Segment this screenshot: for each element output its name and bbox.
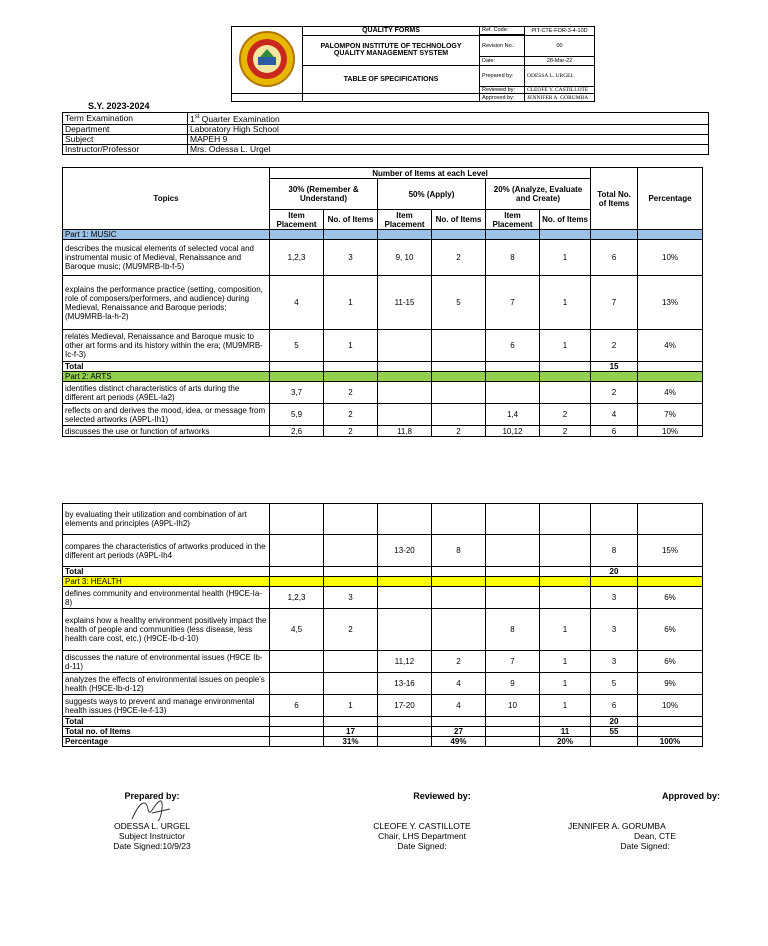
- value-cell: 6: [591, 695, 638, 717]
- school-year: S.Y. 2023-2024: [88, 101, 150, 111]
- part-label: Part 2: ARTS: [63, 372, 270, 382]
- value-cell: 6%: [638, 587, 703, 609]
- value-cell: 2: [324, 609, 378, 651]
- part-cell: [591, 577, 638, 587]
- quality-form-header: [231, 26, 595, 102]
- part-cell: [486, 372, 540, 382]
- value-cell: 4%: [638, 382, 703, 404]
- reviewed-by-sig-name: CLEOFE Y. CASTILLOTE: [373, 821, 471, 831]
- part-row: [63, 577, 703, 587]
- grand-value: 49%: [432, 737, 486, 747]
- table-row: [63, 535, 703, 567]
- value-cell: [432, 504, 486, 535]
- value-cell: [486, 382, 540, 404]
- value-cell: 8: [486, 240, 540, 276]
- tos-table-page2: [62, 503, 703, 747]
- value-cell: 7: [486, 651, 540, 673]
- total-blank: [638, 362, 703, 372]
- value-cell: [378, 609, 432, 651]
- topic-cell: explains the performance practice (setting, composition, role of composers/performers, and audience) during Medieval, Renaissance and Baroque periods; (MU9MRB-Ia-h-2): [63, 276, 270, 330]
- revision-number: 00: [525, 35, 595, 57]
- value-cell: 15%: [638, 535, 703, 567]
- value-cell: 10,12: [486, 426, 540, 437]
- grand-value: [591, 737, 638, 747]
- total-blank: [270, 717, 324, 727]
- grand-total-row: [63, 737, 703, 747]
- info-label: Subject: [63, 134, 188, 144]
- value-cell: 13-20: [378, 535, 432, 567]
- value-cell: [432, 587, 486, 609]
- value-cell: 13-16: [378, 673, 432, 695]
- approved-by-role: Dean, CTE: [633, 831, 677, 841]
- ref-code: PIT-CTE-FOR-3-4-10D: [525, 27, 595, 36]
- total-blank: [378, 717, 432, 727]
- approved-by-name: JENNIFER A. GORUMBA: [525, 94, 595, 102]
- value-cell: 1: [324, 330, 378, 362]
- value-cell: 1: [540, 651, 591, 673]
- value-cell: 1: [540, 609, 591, 651]
- item-placement-header: Item Placement: [486, 210, 540, 230]
- value-cell: 3,7: [270, 382, 324, 404]
- total-blank: [432, 567, 486, 577]
- table-row: [63, 673, 703, 695]
- approved-by-title: Approved by:: [661, 791, 720, 801]
- value-cell: 1,2,3: [270, 240, 324, 276]
- value-cell: 2: [432, 240, 486, 276]
- approved-by-sig-name: JENNIFER A. GORUMBA: [568, 821, 666, 831]
- part-cell: [540, 577, 591, 587]
- grand-value: 31%: [324, 737, 378, 747]
- grand-value: [638, 727, 703, 737]
- value-cell: [324, 535, 378, 567]
- spacer-cell: [232, 94, 303, 102]
- value-cell: 1: [540, 276, 591, 330]
- info-value: [188, 134, 709, 144]
- value-cell: 3: [591, 609, 638, 651]
- value-cell: 5: [270, 330, 324, 362]
- reviewed-by-date: Date Signed:: [397, 841, 447, 851]
- total-blank: [486, 567, 540, 577]
- value-cell: [378, 587, 432, 609]
- value-cell: 3: [591, 651, 638, 673]
- total-value: 20: [591, 717, 638, 727]
- topic-cell: explains how a healthy environment positively impact the health of people and communities (less disease, less health care cost, etc.) (H9CE-Ib-d-10): [63, 609, 270, 651]
- approved-by-date: Date Signed:: [620, 841, 670, 851]
- total-blank: [540, 362, 591, 372]
- info-label: Department: [63, 124, 188, 134]
- institution-line1: PALOMPON INSTITUTE OF TECHNOLOGY: [320, 43, 462, 51]
- table-row: [63, 587, 703, 609]
- value-cell: [486, 535, 540, 567]
- value-cell: 6: [486, 330, 540, 362]
- info-value-text: MAPEH 9: [190, 133, 228, 144]
- topic-cell: suggests ways to prevent and manage environmental health issues (H9CE-Ie-f-13): [63, 695, 270, 717]
- value-cell: 3: [591, 587, 638, 609]
- value-cell: [638, 504, 703, 535]
- value-cell: 4: [432, 673, 486, 695]
- value-cell: 7%: [638, 404, 703, 426]
- part-label: Part 1: MUSIC: [63, 230, 270, 240]
- part-cell: [638, 372, 703, 382]
- table-row: [63, 504, 703, 535]
- grand-value: 11: [540, 727, 591, 737]
- approved-by-label: Approved by:: [480, 94, 525, 102]
- table-row: [63, 404, 703, 426]
- grand-value: [270, 727, 324, 737]
- value-cell: [432, 330, 486, 362]
- total-blank: [378, 362, 432, 372]
- value-cell: 10: [486, 695, 540, 717]
- value-cell: 8: [432, 535, 486, 567]
- info-value: [188, 144, 709, 154]
- prepared-by-name: ODESSA L. URGEL: [525, 65, 595, 86]
- table-row: [63, 609, 703, 651]
- total-blank: [432, 362, 486, 372]
- part-cell: [270, 372, 324, 382]
- total-blank: [638, 567, 703, 577]
- grand-value: [270, 737, 324, 747]
- total-blank: [324, 717, 378, 727]
- prepared-by-title: Prepared by:: [124, 791, 180, 801]
- value-cell: 9: [486, 673, 540, 695]
- document-title: TABLE OF SPECIFICATIONS: [303, 65, 480, 94]
- value-cell: 2: [591, 382, 638, 404]
- exam-info-table: [62, 112, 709, 155]
- grand-value: 27: [432, 727, 486, 737]
- part-cell: [378, 372, 432, 382]
- institution-name: [303, 35, 480, 65]
- part-cell: [432, 577, 486, 587]
- form-title: QUALITY FORMS: [303, 27, 480, 36]
- total-blank: [378, 567, 432, 577]
- grand-value: [486, 727, 540, 737]
- item-placement-header: Item Placement: [378, 210, 432, 230]
- grand-total-row: [63, 727, 703, 737]
- value-cell: [432, 382, 486, 404]
- value-cell: [486, 587, 540, 609]
- grand-value: [378, 727, 432, 737]
- institution-line2: QUALITY MANAGEMENT SYSTEM: [333, 50, 449, 58]
- value-cell: 2: [540, 426, 591, 437]
- value-cell: 10%: [638, 695, 703, 717]
- part-cell: [324, 577, 378, 587]
- prepared-by-sig-name: ODESSA L. URGEL: [113, 821, 191, 831]
- value-cell: [270, 673, 324, 695]
- part-cell: [324, 372, 378, 382]
- value-cell: 7: [591, 276, 638, 330]
- reviewed-by-label: Reviewed by:: [480, 86, 525, 94]
- info-value: [188, 124, 709, 134]
- value-cell: 9%: [638, 673, 703, 695]
- value-cell: 1: [540, 673, 591, 695]
- value-cell: 4%: [638, 330, 703, 362]
- no-items-header: No. of Items: [540, 210, 591, 230]
- value-cell: 2: [540, 404, 591, 426]
- tos-table-page1: [62, 167, 703, 437]
- value-cell: 1: [324, 695, 378, 717]
- info-value-text: 1: [190, 113, 195, 124]
- topic-cell: identifies distinct characteristics of arts during the different art periods (A9EL-Ia2): [63, 382, 270, 404]
- part-cell: [486, 577, 540, 587]
- table-row: [63, 426, 703, 437]
- table-row: [63, 382, 703, 404]
- value-cell: 4: [591, 404, 638, 426]
- date-label: Date:: [480, 57, 525, 65]
- reviewed-by-role: Chair, LHS Department: [378, 831, 466, 841]
- value-cell: 1: [540, 240, 591, 276]
- value-cell: 2: [324, 404, 378, 426]
- value-cell: [486, 504, 540, 535]
- part-label: Part 3: HEALTH: [63, 577, 270, 587]
- value-cell: [270, 651, 324, 673]
- value-cell: 9, 10: [378, 240, 432, 276]
- topics-header: Topics: [63, 168, 270, 230]
- part-row: [63, 230, 703, 240]
- total-blank: [270, 362, 324, 372]
- school-seal-icon: [238, 30, 296, 88]
- info-row: [63, 134, 709, 144]
- value-cell: 5: [432, 276, 486, 330]
- topic-cell: compares the characteristics of artworks produced in the different art periods (A9PL-Ih4: [63, 535, 270, 567]
- ref-code-label: Ref. Code:: [480, 27, 525, 35]
- info-row: [63, 124, 709, 134]
- value-cell: 4: [432, 695, 486, 717]
- value-cell: 6: [591, 240, 638, 276]
- value-cell: 4: [270, 276, 324, 330]
- part-cell: [591, 230, 638, 240]
- value-cell: 6%: [638, 609, 703, 651]
- part-cell: [378, 577, 432, 587]
- part-cell: [270, 577, 324, 587]
- part-cell: [638, 230, 703, 240]
- value-cell: 10%: [638, 426, 703, 437]
- total-blank: [486, 717, 540, 727]
- info-value-sup: st: [194, 114, 200, 120]
- value-cell: 6: [591, 426, 638, 437]
- value-cell: [270, 535, 324, 567]
- value-cell: 2,6: [270, 426, 324, 437]
- percentage-header: Percentage: [638, 168, 703, 230]
- handwritten-signature-icon: [122, 795, 182, 825]
- info-row: [63, 144, 709, 154]
- value-cell: 2: [324, 426, 378, 437]
- part-cell: [540, 372, 591, 382]
- total-blank: [486, 362, 540, 372]
- approved-by-block: [560, 791, 720, 851]
- value-cell: [432, 404, 486, 426]
- value-cell: 11-15: [378, 276, 432, 330]
- value-cell: 2: [432, 426, 486, 437]
- value-cell: [540, 535, 591, 567]
- part-cell: [378, 230, 432, 240]
- info-row: [63, 113, 709, 125]
- no-items-header: No. of Items: [324, 210, 378, 230]
- total-row: [63, 567, 703, 577]
- value-cell: 6: [270, 695, 324, 717]
- no-items-header: No. of Items: [432, 210, 486, 230]
- topic-cell: discusses the use or function of artworks: [63, 426, 270, 437]
- value-cell: 2: [591, 330, 638, 362]
- value-cell: [540, 587, 591, 609]
- info-label: Instructor/Professor: [63, 144, 188, 154]
- value-cell: 8: [591, 535, 638, 567]
- value-cell: [540, 504, 591, 535]
- value-cell: 5: [591, 673, 638, 695]
- spacer-cell: [303, 94, 480, 102]
- value-cell: 11,12: [378, 651, 432, 673]
- part-cell: [270, 230, 324, 240]
- total-row: [63, 717, 703, 727]
- part-cell: [638, 577, 703, 587]
- value-cell: 1: [540, 695, 591, 717]
- topic-cell: by evaluating their utilization and combination of art elements and principles (A9PL-Ih2): [63, 504, 270, 535]
- topic-cell: discusses the nature of environmental issues (H9CE Ib-d-11): [63, 651, 270, 673]
- item-placement-header: Item Placement: [270, 210, 324, 230]
- table-row: [63, 695, 703, 717]
- total-blank: [270, 567, 324, 577]
- grand-label: Percentage: [63, 737, 270, 747]
- part-cell: [486, 230, 540, 240]
- part-row: [63, 372, 703, 382]
- value-cell: [591, 504, 638, 535]
- grand-value: [486, 737, 540, 747]
- value-cell: 8: [486, 609, 540, 651]
- grand-value: [378, 737, 432, 747]
- reviewed-by-block: [352, 791, 492, 851]
- value-cell: [378, 330, 432, 362]
- info-value-text: Quarter Examination: [199, 113, 280, 124]
- reviewed-by-name: CLEOFE Y. CASTILLOTE: [525, 86, 595, 94]
- value-cell: 1: [324, 276, 378, 330]
- value-cell: [324, 673, 378, 695]
- value-cell: 5,9: [270, 404, 324, 426]
- topic-cell: analyzes the effects of environmental issues on people's health (H9CE-Ib-d-12): [63, 673, 270, 695]
- info-label: Term Examination: [63, 113, 188, 125]
- form-date: 28-Mar-22: [525, 57, 595, 65]
- grand-value: 100%: [638, 737, 703, 747]
- total-blank: [324, 567, 378, 577]
- part-cell: [324, 230, 378, 240]
- level-analyze-header: 20% (Analyze, Evaluate and Create): [486, 179, 591, 210]
- prepared-by-block: [92, 791, 212, 851]
- value-cell: 4,5: [270, 609, 324, 651]
- value-cell: 1: [540, 330, 591, 362]
- total-blank: [324, 362, 378, 372]
- value-cell: 3: [324, 587, 378, 609]
- level-remember-header: 30% (Remember & Understand): [270, 179, 378, 210]
- value-cell: [432, 609, 486, 651]
- grand-value: 17: [324, 727, 378, 737]
- revision-label: Revision No.:: [480, 35, 525, 57]
- total-blank: [540, 567, 591, 577]
- part-cell: [432, 372, 486, 382]
- value-cell: 17-20: [378, 695, 432, 717]
- topic-cell: relates Medieval, Renaissance and Baroque music to other art forms and its history within the era; (MU9MRB-Ic-f-3): [63, 330, 270, 362]
- table-row: [63, 276, 703, 330]
- value-cell: 6%: [638, 651, 703, 673]
- prepared-by-label: Prepared by:: [480, 65, 525, 86]
- value-cell: 3: [324, 240, 378, 276]
- total-value: 15: [591, 362, 638, 372]
- value-cell: [324, 651, 378, 673]
- info-value: [188, 113, 709, 125]
- grand-value: 20%: [540, 737, 591, 747]
- total-label: Total: [63, 362, 270, 372]
- total-blank: [540, 717, 591, 727]
- prepared-by-role: Subject Instructor: [118, 831, 186, 841]
- total-label: Total: [63, 567, 270, 577]
- total-label: Total: [63, 717, 270, 727]
- total-blank: [638, 717, 703, 727]
- total-blank: [432, 717, 486, 727]
- value-cell: 7: [486, 276, 540, 330]
- part-cell: [591, 372, 638, 382]
- value-cell: 2: [432, 651, 486, 673]
- value-cell: [378, 382, 432, 404]
- topic-cell: reflects on and derives the mood, idea, or message from selected artworks (A9PL-Ih1): [63, 404, 270, 426]
- prepared-by-date: Date Signed:10/9/23: [113, 841, 191, 851]
- total-items-header: Total No. of Items: [591, 168, 638, 230]
- value-cell: 13%: [638, 276, 703, 330]
- value-cell: [540, 382, 591, 404]
- info-value-text: Mrs. Odessa L. Urgel: [190, 143, 271, 154]
- school-logo-cell: [232, 27, 303, 94]
- level-apply-header: 50% (Apply): [378, 179, 486, 210]
- value-cell: [270, 504, 324, 535]
- total-value: 20: [591, 567, 638, 577]
- levels-header: Number of Items at each Level: [270, 168, 591, 179]
- value-cell: [378, 504, 432, 535]
- value-cell: 1,2,3: [270, 587, 324, 609]
- part-cell: [432, 230, 486, 240]
- value-cell: [324, 504, 378, 535]
- reviewed-by-title: Reviewed by:: [413, 791, 471, 801]
- grand-label: Total no. of Items: [63, 727, 270, 737]
- table-row: [63, 240, 703, 276]
- value-cell: 2: [324, 382, 378, 404]
- value-cell: 1,4: [486, 404, 540, 426]
- value-cell: [378, 404, 432, 426]
- value-cell: 11,8: [378, 426, 432, 437]
- topic-cell: describes the musical elements of selected vocal and instrumental music of Medieval, Renaissance and Baroque music; (MU9MRB-Ib-f-5): [63, 240, 270, 276]
- table-row: [63, 330, 703, 362]
- table-row: [63, 651, 703, 673]
- grand-value: 55: [591, 727, 638, 737]
- value-cell: 10%: [638, 240, 703, 276]
- total-row: [63, 362, 703, 372]
- info-value-text: Laboratory High School: [190, 123, 279, 134]
- part-cell: [540, 230, 591, 240]
- topic-cell: defines community and environmental health (H9CE-Ia-8): [63, 587, 270, 609]
